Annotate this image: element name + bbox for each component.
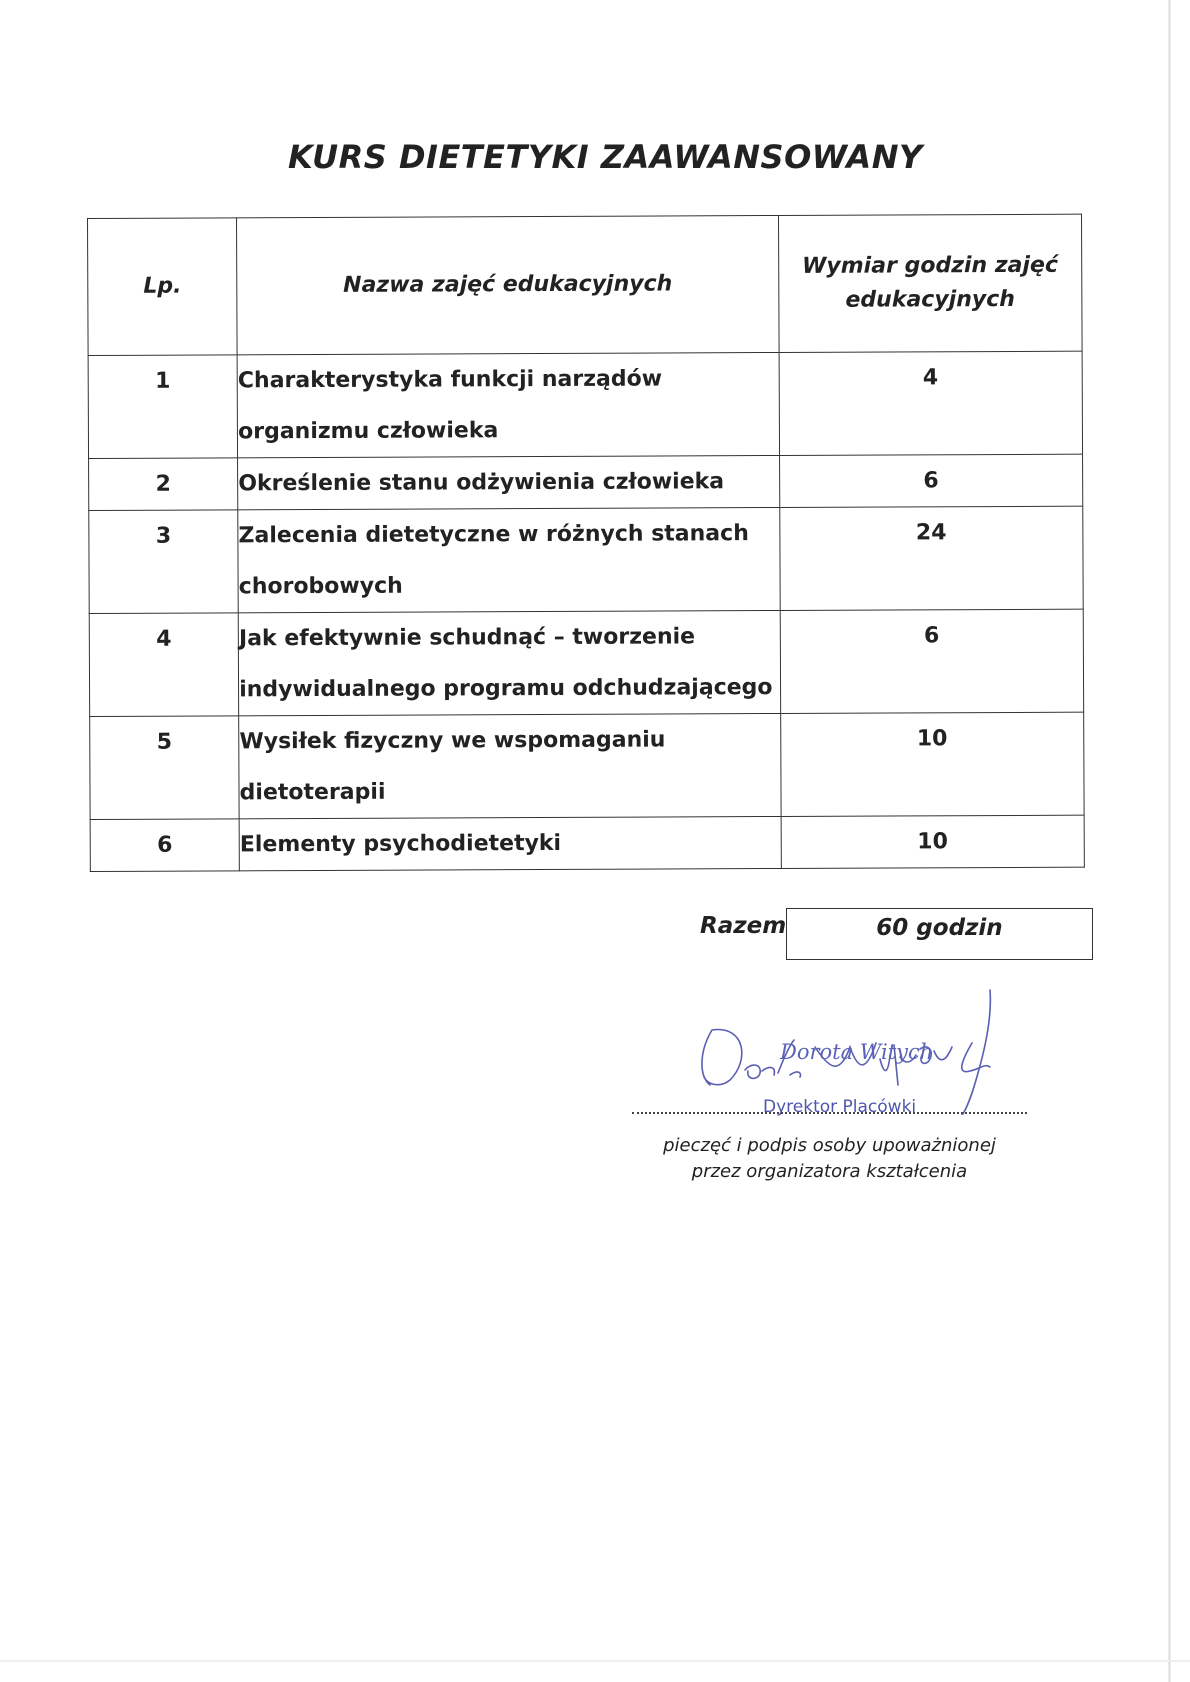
row-name: Wysiłek fizyczny we wspomaganiu dietoterapii [239, 713, 781, 818]
header-lp: Lp. [88, 218, 238, 356]
header-hours-line2: edukacyjnych [845, 286, 1015, 313]
row-lp: 3 [89, 510, 239, 614]
page-edge [1168, 0, 1171, 1682]
table-row [88, 351, 1082, 458]
row-lp: 5 [90, 716, 240, 820]
document-title: KURS DIETETYKI ZAAWANSOWANY [288, 138, 923, 176]
course-table [87, 214, 1085, 872]
header-hours [778, 214, 1082, 352]
signature-caption-line2: przez organizatora kształcenia [691, 1161, 968, 1182]
table-row [89, 506, 1083, 613]
row-hours: 4 [779, 351, 1083, 455]
signature-line [632, 1112, 1027, 1114]
table-header-row [88, 214, 1083, 355]
row-name: Zalecenia dietetyczne w różnych stanach chorobowych [238, 507, 780, 612]
row-hours: 6 [780, 609, 1084, 713]
row-lp: 4 [89, 613, 239, 717]
table-row [90, 815, 1084, 871]
header-hours-line1: Wymiar godzin zajęć [802, 252, 1059, 279]
stamp-name: Dorota Witych [780, 1040, 934, 1064]
row-name: Elementy psychodietetyki [239, 816, 781, 870]
row-name: Charakterystyka funkcji narządów organizmu człowieka [237, 352, 779, 457]
table-row [89, 454, 1083, 510]
row-hours: 24 [779, 506, 1083, 610]
row-hours: 10 [781, 815, 1085, 868]
summary-total: 60 godzin [786, 908, 1093, 960]
row-name: Określenie stanu odżywienia człowieka [238, 455, 780, 509]
row-lp: 1 [88, 355, 238, 459]
row-lp: 6 [90, 819, 239, 872]
row-name: Jak efektywnie schudnąć – tworzenie indywidualnego programu odchudzającego [238, 610, 780, 715]
signature-caption-line1: pieczęć i podpis osoby upoważnionej [663, 1135, 996, 1156]
stamp-role: Dyrektor Placówki [763, 1097, 917, 1117]
table-row [89, 609, 1083, 716]
row-hours: 10 [780, 712, 1084, 816]
row-lp: 2 [89, 458, 238, 511]
header-name: Nazwa zajęć edukacyjnych [237, 215, 779, 354]
row-hours: 6 [779, 454, 1083, 507]
summary-label: Razem [700, 913, 787, 939]
table-row [90, 712, 1084, 819]
page-bottom-edge [0, 1660, 1190, 1662]
